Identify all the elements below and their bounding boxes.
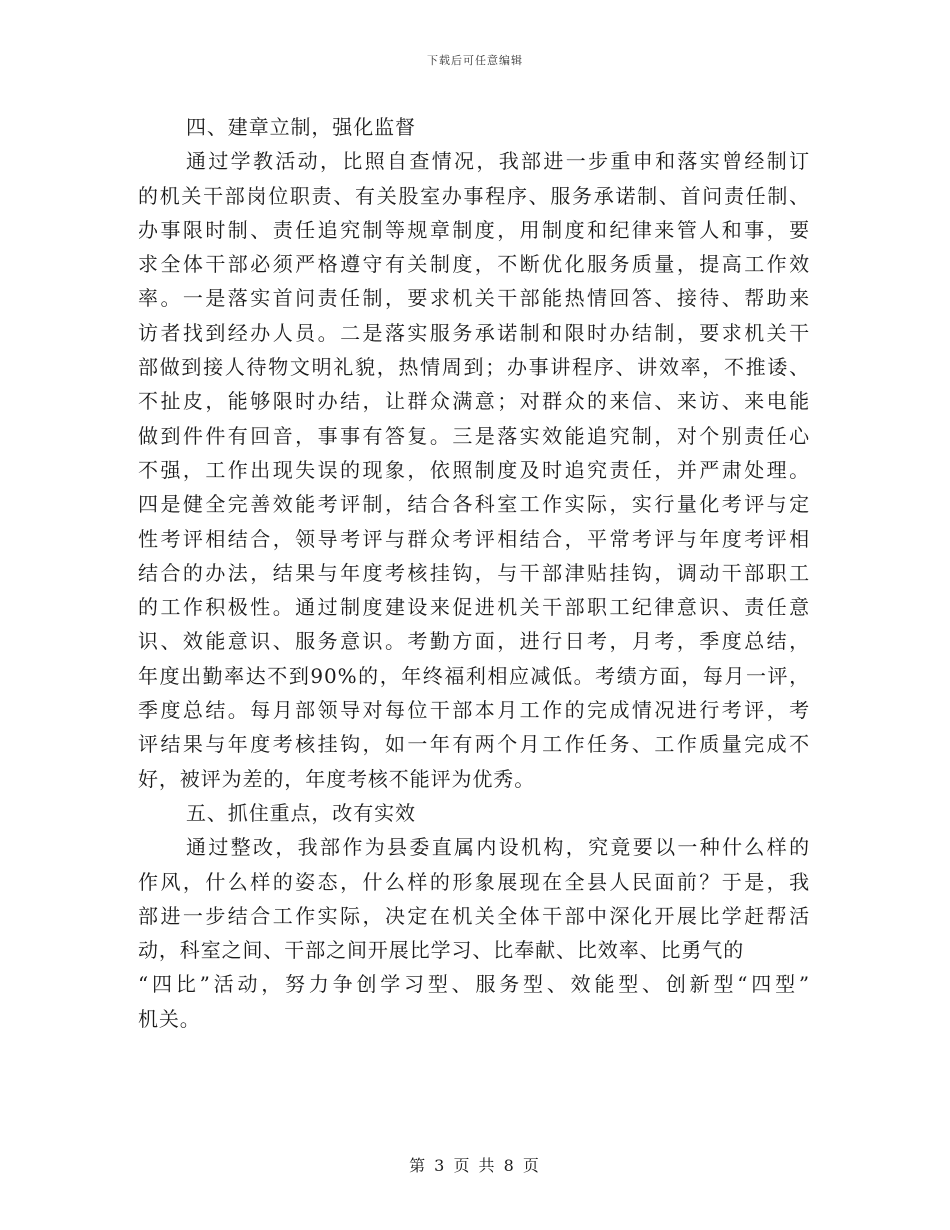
paragraph-line: 性考评相结合，领导考评与群众考评相结合，平常考评与年度考评相 — [138, 526, 810, 551]
paragraph-line: 机关。 — [138, 1006, 201, 1031]
paragraph-line: 率。一是落实首问责任制，要求机关干部能热情回答、接待、帮助来 — [138, 286, 810, 311]
paragraph-line: 部进一步结合工作实际，决定在机关全体干部中深化开展比学赶帮活 — [138, 903, 810, 928]
paragraph-line: 的机关干部岗位职责、有关股室办事程序、服务承诺制、首问责任制、 — [138, 183, 810, 208]
paragraph-line: 通过学教活动，比照自查情况，我部进一步重申和落实曾经制订 — [186, 149, 810, 174]
paragraph-line: 求全体干部必须严格遵守有关制度，不断优化服务质量，提高工作效 — [138, 252, 810, 277]
paragraph-line: 年度出勤率达不到90%的，年终福利相应减低。考绩方面，每月一评， — [138, 663, 810, 688]
paragraph-line: 识、效能意识、服务意识。考勤方面，进行日考，月考，季度总结， — [138, 629, 810, 654]
paragraph-line: 不强，工作出现失误的现象，依照制度及时追究责任，并严肃处理。 — [138, 457, 810, 482]
paragraph-line: 作风，什么样的姿态，什么样的形象展现在全县人民面前？于是，我 — [138, 869, 810, 894]
paragraph-line: 评结果与年度考核挂钩，如一年有两个月工作任务、工作质量完成不 — [138, 732, 810, 757]
paragraph-line: 动，科室之间、干部之间开展比学习、比奉献、比效率、比勇气的 — [138, 938, 745, 963]
paragraph-line: 好，被评为差的，年度考核不能评为优秀。 — [138, 766, 536, 791]
page-number — [0, 1153, 950, 1176]
paragraph-line: 不扯皮，能够限时办结，让群众满意；对群众的来信、来访、来电能 — [138, 389, 810, 414]
paragraph-line: 四是健全完善效能考评制，结合各科室工作实际，实行量化考评与定 — [138, 492, 810, 517]
paragraph-line: 通过整改，我部作为县委直属内设机构，究竟要以一种什么样的 — [186, 835, 810, 860]
page-number-label: 第 3 页 共 8 页 — [409, 1156, 541, 1175]
paragraph-line: 访者找到经办人员。二是落实服务承诺制和限时办结制，要求机关干 — [138, 320, 810, 345]
paragraph-line: 办事限时制、责任追究制等规章制度，用制度和纪律来管人和事，要 — [138, 217, 810, 242]
paragraph-line: 部做到接人待物文明礼貌，热情周到；办事讲程序、讲效率，不推诿、 — [138, 355, 810, 380]
paragraph-line: 的工作积极性。通过制度建设来促进机关干部职工纪律意识、责任意 — [138, 595, 810, 620]
paragraph-line: “四比”活动，努力争创学习型、服务型、效能型、创新型“四型” — [138, 972, 810, 997]
paragraph-line: 季度总结。每月部领导对每位干部本月工作的完成情况进行考评，考 — [138, 698, 810, 723]
header-note: 下载后可任意编辑 — [427, 54, 523, 67]
section-heading-4: 四、建章立制，强化监督 — [186, 115, 416, 139]
paragraph-line: 结合的办法，结果与年度考核挂钩，与干部津贴挂钩，调动干部职工 — [138, 560, 810, 585]
section-heading-5: 五、抓住重点，改有实效 — [186, 800, 416, 825]
document-body — [138, 110, 810, 1036]
paragraph-line: 做到件件有回音，事事有答复。三是落实效能追究制，对个别责任心 — [138, 423, 810, 448]
